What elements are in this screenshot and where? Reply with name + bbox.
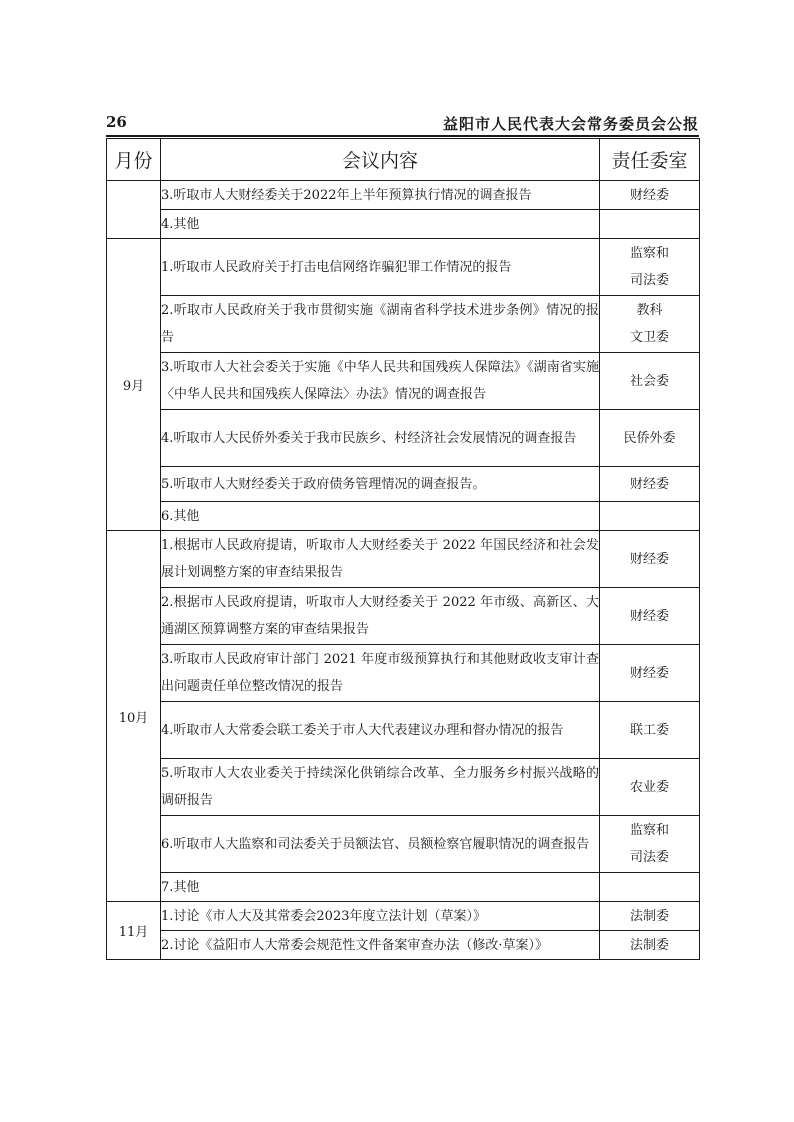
responsible-committee xyxy=(600,873,700,902)
responsible-committee: 监察和 司法委 xyxy=(600,816,700,873)
work-schedule-table xyxy=(106,138,700,960)
table-row xyxy=(107,588,700,645)
table-row xyxy=(107,296,700,353)
responsible-committee: 财经委 xyxy=(600,181,700,210)
responsible-committee: 农业委 xyxy=(600,759,700,816)
month-cell: 9月 xyxy=(107,239,161,531)
month-cell xyxy=(107,181,161,239)
agenda-item: 3.听取市人民政府审计部门 2021 年度市级预算执行和其他财政收支审计查出问题责任单位整改情况的报告 xyxy=(161,645,600,702)
table-row xyxy=(107,645,700,702)
responsible-committee: 财经委 xyxy=(600,531,700,588)
table-row xyxy=(107,759,700,816)
responsible-committee: 财经委 xyxy=(600,467,700,502)
responsible-committee: 财经委 xyxy=(600,645,700,702)
table-row xyxy=(107,702,700,759)
agenda-item: 3.听取市人大社会委关于实施《中华人民共和国残疾人保障法》《湖南省实施〈中华人民共和国残疾人保障法〉办法》情况的调查报告 xyxy=(161,353,600,410)
agenda-item: 4.听取市人大民侨外委关于我市民族乡、村经济社会发展情况的调查报告 xyxy=(161,410,600,467)
table-row xyxy=(107,531,700,588)
table-body xyxy=(107,139,700,960)
responsible-committee xyxy=(600,502,700,531)
agenda-item: 5.听取市人大农业委关于持续深化供销综合改革、全力服务乡村振兴战略的调研报告 xyxy=(161,759,600,816)
table-row xyxy=(107,181,700,210)
table-row xyxy=(107,816,700,873)
column-header-month: 月份 xyxy=(107,139,161,181)
agenda-item: 2.听取市人民政府关于我市贯彻实施《湖南省科学技术进步条例》情况的报告 xyxy=(161,296,600,353)
responsible-committee: 财经委 xyxy=(600,588,700,645)
agenda-item: 6.听取市人大监察和司法委关于员额法官、员额检察官履职情况的调查报告 xyxy=(161,816,600,873)
responsible-committee: 法制委 xyxy=(600,931,700,960)
page-number: 26 xyxy=(106,113,127,131)
page-header xyxy=(106,113,699,135)
table-row xyxy=(107,210,700,239)
month-cell: 11月 xyxy=(107,902,161,960)
table-row xyxy=(107,931,700,960)
table-row xyxy=(107,873,700,902)
table-row xyxy=(107,467,700,502)
table-row xyxy=(107,502,700,531)
table-row xyxy=(107,902,700,931)
responsible-committee: 教科 文卫委 xyxy=(600,296,700,353)
agenda-item: 1.根据市人民政府提请，听取市人大财经委关于 2022 年国民经济和社会发展计划调整方案的审查结果报告 xyxy=(161,531,600,588)
table-row xyxy=(107,353,700,410)
month-cell: 10月 xyxy=(107,531,161,902)
agenda-item: 3.听取市人大财经委关于2022年上半年预算执行情况的调查报告 xyxy=(161,181,600,210)
agenda-item: 1.听取市人民政府关于打击电信网络诈骗犯罪工作情况的报告 xyxy=(161,239,600,296)
table-row xyxy=(107,239,700,296)
responsible-committee: 法制委 xyxy=(600,902,700,931)
responsible-committee: 联工委 xyxy=(600,702,700,759)
agenda-item: 4.其他 xyxy=(161,210,600,239)
responsible-committee: 民侨外委 xyxy=(600,410,700,467)
agenda-item: 5.听取市人大财经委关于政府债务管理情况的调查报告。 xyxy=(161,467,600,502)
responsible-committee xyxy=(600,210,700,239)
agenda-item: 7.其他 xyxy=(161,873,600,902)
agenda-item: 2.讨论《益阳市人大常委会规范性文件备案审查办法（修改·草案）》 xyxy=(161,931,600,960)
table-header-row xyxy=(107,139,700,181)
agenda-item: 6.其他 xyxy=(161,502,600,531)
column-header-committee: 责任委室 xyxy=(600,139,700,181)
agenda-item: 1.讨论《市人大及其常委会2023年度立法计划（草案）》 xyxy=(161,902,600,931)
agenda-item: 2.根据市人民政府提请，听取市人大财经委关于 2022 年市级、高新区、大通湖区预算调整方案的审查结果报告 xyxy=(161,588,600,645)
header-rule xyxy=(106,135,699,137)
table-row xyxy=(107,410,700,467)
responsible-committee: 社会委 xyxy=(600,353,700,410)
responsible-committee: 监察和 司法委 xyxy=(600,239,700,296)
column-header-content: 会议内容 xyxy=(161,139,600,181)
agenda-item: 4.听取市人大常委会联工委关于市人大代表建议办理和督办情况的报告 xyxy=(161,702,600,759)
journal-title: 益阳市人民代表大会常务委员会公报 xyxy=(442,115,699,133)
